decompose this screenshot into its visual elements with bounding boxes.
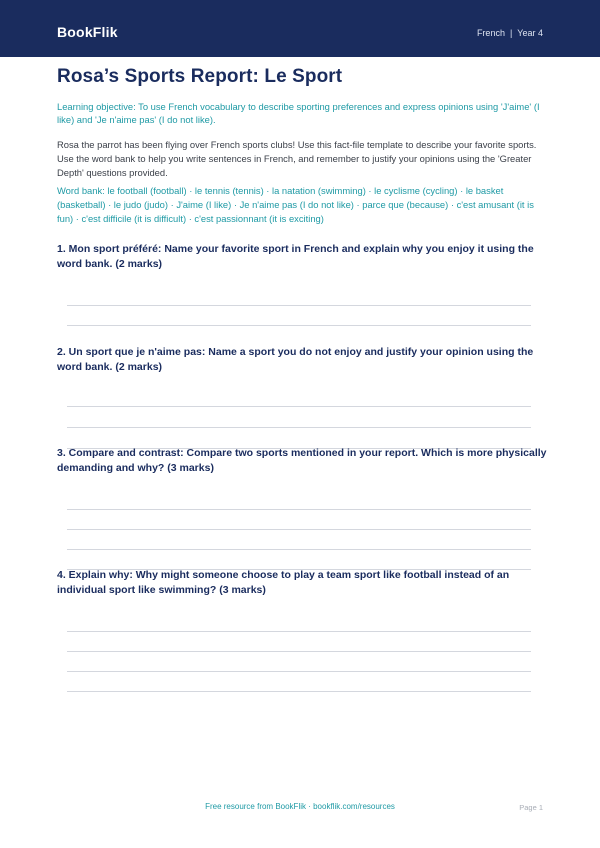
answer-line[interactable] (67, 305, 531, 306)
question-4 (57, 568, 547, 597)
question-text: 3. Compare and contrast: Compare two sports mentioned in your report. Which is more physically demanding and why? (3 marks) (57, 447, 547, 474)
answer-line[interactable] (67, 529, 531, 530)
subject-year (477, 28, 543, 38)
answer-line[interactable] (67, 671, 531, 672)
question-2 (57, 345, 547, 374)
brand-logo: BookFlik (57, 24, 118, 40)
word-bank: Word bank: le football (football) · le tennis (tennis) · la natation (swimming) · le cyclisme (cycling) · le basket (basketball) · le judo (judo) · J'aime (I like) · Je n'aime pas (I do not like) · parce que (because) · c'est amusant (it is fun) · c'est difficile (it is difficult) · c'est passionnant (it is exciting) (57, 185, 534, 225)
answer-line[interactable] (67, 631, 531, 632)
footer-credit[interactable]: Free resource from BookFlik · bookflik.com/resources (205, 802, 395, 811)
answer-line[interactable] (67, 406, 531, 407)
question-text: 1. Mon sport préféré: Name your favorite sport in French and explain why you enjoy it using the word bank. (2 marks) (57, 243, 534, 270)
page-header (0, 0, 600, 57)
question-text: 2. Un sport que je n'aime pas: Name a sport you do not enjoy and justify your opinion using the word bank. (2 marks) (57, 346, 534, 373)
answer-line[interactable] (67, 325, 531, 326)
answer-line[interactable] (67, 509, 531, 510)
question-text: 4. Explain why: Why might someone choose to play a team sport like football instead of an individual sport like swimming? (3 marks) (57, 569, 510, 596)
answer-line[interactable] (67, 549, 531, 550)
year-label: Year 4 (517, 28, 543, 38)
question-1 (57, 242, 547, 271)
answer-line[interactable] (67, 651, 531, 652)
answer-line[interactable] (67, 427, 531, 428)
subject-label: French (476, 28, 505, 38)
learning-objective: Learning objective: To use French vocabulary to describe sporting preferences and express opinions using 'J'aime' (I like) and 'Je n'aime pas' (I do not like). (57, 101, 540, 125)
page-number: Page 1 (519, 803, 543, 812)
page-title: Rosa’s Sports Report: Le Sport (57, 66, 343, 87)
question-3 (57, 446, 547, 475)
meta-separator: | (509, 28, 513, 38)
answer-line[interactable] (67, 691, 531, 692)
intro-paragraph: Rosa the parrot has been flying over French sports clubs! Use this fact-file template to describe your favorite sports. Use the word bank to help you write sentences in French, and remember to justify your opinions using the 'Greater Depth' questions provided. (57, 139, 537, 178)
